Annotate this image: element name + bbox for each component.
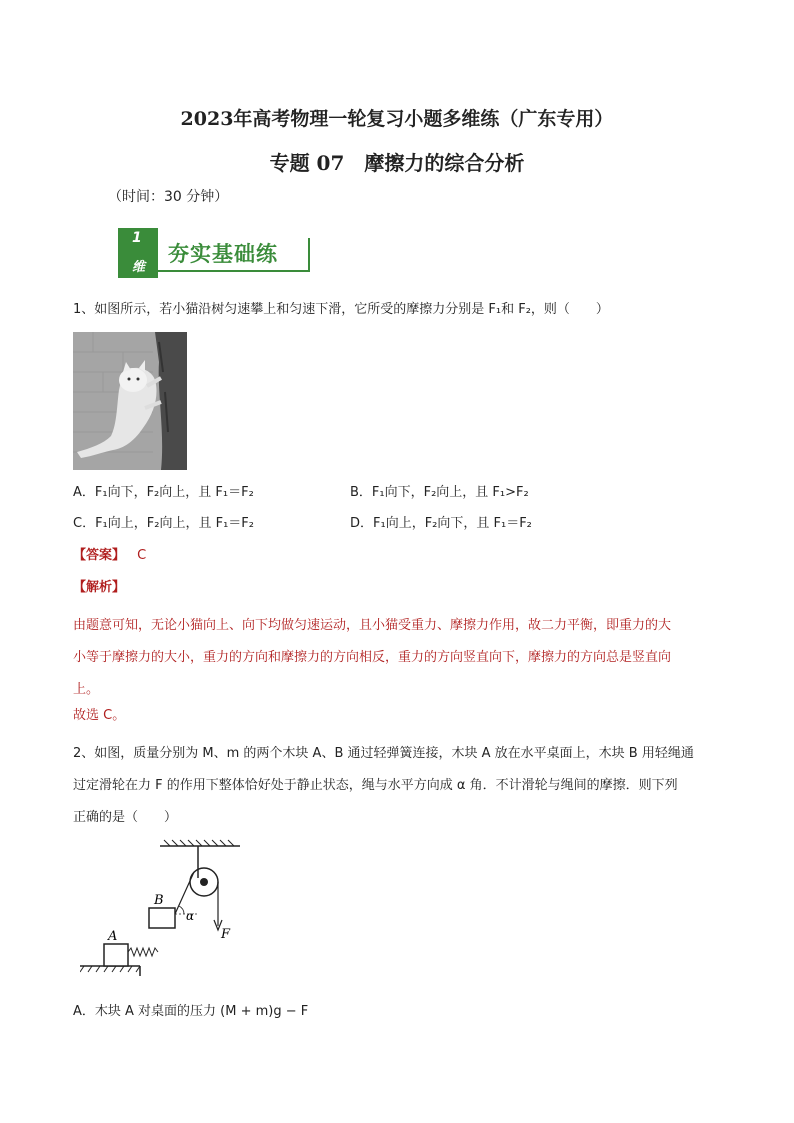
analysis-line: 上。 [73,682,100,697]
label-b: B [154,893,164,908]
q1-stem: 1、如图所示，若小猫沿树匀速攀上和匀速下滑，它所受的摩擦力分别是 F₁和 F₂，则（ ） [73,302,609,317]
analysis-line: 由题意可知，无论小猫向上、向下均做匀速运动，且小猫受重力、摩擦力作用，故二力平衡，即重力的大 [73,618,672,633]
section-banner [118,228,318,278]
section-badge [118,228,158,278]
analysis-line: 小等于摩擦力的大小，重力的方向和摩擦力的方向相反，重力的方向竖直向下，摩擦力的方向总是竖直向 [73,650,672,665]
q2-stem-line: 正确的是（ ） [73,810,178,825]
label-f: F [221,927,231,942]
answer-label: 【答案】 [73,548,126,563]
q1-option-a: A．F₁向下，F₂向上，且 F₁＝F₂ [73,485,254,500]
analysis-label: 【解析】 [73,580,126,595]
document-title: 2023年高考物理一轮复习小题多维练（广东专用） [180,108,614,130]
q1-option-b: B．F₁向下，F₂向上，且 F₁>F₂ [350,485,529,500]
q1-answer [73,546,146,566]
section-title: 夯实基础练 [168,242,278,266]
q2-stem [73,738,694,834]
banner-underline [158,270,310,272]
label-a: A [108,929,118,944]
q1-option-c: C．F₁向上，F₂向上，且 F₁＝F₂ [73,516,254,531]
q2-stem-line: 2、如图，质量分别为 M、m 的两个木块 A、B 通过轻弹簧连接，木块 A 放在水平桌面上，木块 B 用轻绳通 [73,746,694,761]
q2-option-a: A．木块 A 对桌面的压力 (M + m)g − F [73,1004,309,1019]
banner-edge [308,238,310,272]
q1-conclusion: 故选 C。 [73,708,126,723]
badge-number: 1 [132,230,142,246]
time-limit: （时间：30 分钟） [108,189,229,205]
q1-option-d: D．F₁向上，F₂向下，且 F₁＝F₂ [350,516,532,531]
badge-word: 维 [132,260,146,275]
answer-value: C [137,548,147,563]
pulley-diagram [80,838,250,983]
topic-title: 专题 07 摩擦力的综合分析 [269,151,525,175]
cat-photo [73,332,187,470]
label-alpha: α [186,909,195,923]
analysis-text [73,610,671,706]
q2-stem-line: 过定滑轮在力 F 的作用下整体恰好处于静止状态，绳与水平方向成 α 角．不计滑轮与绳间的摩擦．则下列 [73,778,678,793]
